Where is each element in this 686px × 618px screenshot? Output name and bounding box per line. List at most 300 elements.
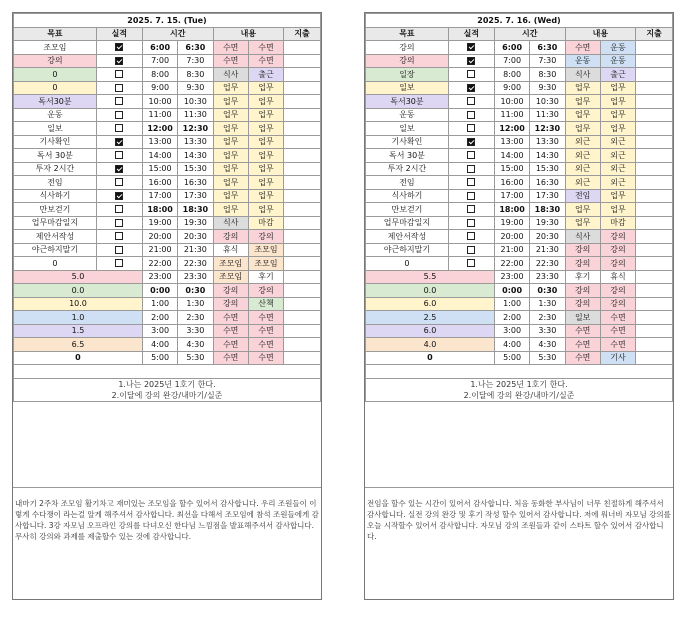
- goal-cell: 전임: [14, 176, 97, 190]
- content-cell: 수면: [213, 54, 248, 68]
- expense-cell: [284, 297, 321, 311]
- result-checkbox[interactable]: [467, 165, 475, 173]
- time-end-cell: 2:30: [178, 311, 213, 325]
- result-cell: [448, 68, 494, 82]
- schedule-row: [14, 338, 321, 352]
- schedule-row: [366, 324, 673, 338]
- time-start-cell: 11:00: [142, 108, 177, 122]
- content-cell: 강의: [248, 230, 283, 244]
- schedule-row: [366, 284, 673, 298]
- result-cell: [96, 122, 142, 136]
- content-cell: 업무: [248, 203, 283, 217]
- result-cell: [448, 41, 494, 55]
- goal-cell: 0: [14, 68, 97, 82]
- result-header: 실적: [96, 27, 142, 41]
- goal-cell: 독서 30분: [366, 149, 449, 163]
- schedule-row: [14, 95, 321, 109]
- goal-cell: 독서30분: [14, 95, 97, 109]
- content-cell: 강의: [213, 284, 248, 298]
- goal-cell: 식사하기: [14, 189, 97, 203]
- time-end-cell: 16:30: [530, 176, 565, 190]
- goal-cell: 투자 2시간: [14, 162, 97, 176]
- content-cell: 수면: [565, 324, 600, 338]
- time-start-cell: 10:00: [494, 95, 529, 109]
- schedule-row: [14, 122, 321, 136]
- time-start-cell: 2:00: [142, 311, 177, 325]
- expense-cell: [636, 270, 673, 284]
- schedule-row: [14, 216, 321, 230]
- goal-cell: 식사하기: [366, 189, 449, 203]
- result-checkbox[interactable]: [467, 259, 475, 267]
- score-cell: 5.5: [366, 270, 495, 284]
- result-checkbox[interactable]: [115, 124, 123, 132]
- time-start-cell: 2:00: [494, 311, 529, 325]
- score-cell: 6.0: [366, 297, 495, 311]
- score-cell: 5.0: [14, 270, 143, 284]
- time-end-cell: 7:30: [178, 54, 213, 68]
- score-cell: 0.0: [366, 284, 495, 298]
- notes-box: 내마기 2주차 조모임 활기차고 재미있는 조모임을 할수 있어서 감사합니다. 우리 조원들이 이렇게 수다쟁이 라는걸 알게 해주셔서 감사합니다. 최선을 다해서 조모임에 참석 조원들에게 감사합니다. 3강 자모님 오프라인 강의를 다녀오신 한다님 느낌점을 발표해주셔서 감사합니다. 무사히 강의와 과제를 제출할수 있는 것에 감사합니다.: [13, 487, 321, 599]
- schedule-row: [366, 257, 673, 271]
- schedule-row: [366, 81, 673, 95]
- schedule-row: [366, 216, 673, 230]
- result-checkbox[interactable]: [115, 205, 123, 213]
- schedule-row: [366, 203, 673, 217]
- result-cell: [96, 54, 142, 68]
- schedule-row: [366, 149, 673, 163]
- header-row: [14, 27, 321, 41]
- time-start-cell: 12:00: [494, 122, 529, 136]
- expense-cell: [284, 216, 321, 230]
- content-cell: 조모임: [248, 243, 283, 257]
- content-cell: 조모임: [213, 257, 248, 271]
- expense-cell: [636, 135, 673, 149]
- result-checkbox[interactable]: [115, 138, 123, 146]
- score-cell: 1.0: [14, 311, 143, 325]
- goal-cell: 독서30분: [366, 95, 449, 109]
- content-cell: 강의: [213, 230, 248, 244]
- date-header: 2025. 7. 16. (Wed): [366, 14, 673, 28]
- schedule-row: [366, 351, 673, 365]
- result-checkbox[interactable]: [115, 151, 123, 159]
- time-start-cell: 0:00: [494, 284, 529, 298]
- content-cell: 수면: [248, 41, 283, 55]
- result-checkbox[interactable]: [115, 192, 123, 200]
- time-end-cell: 3:30: [530, 324, 565, 338]
- schedule-row: [366, 108, 673, 122]
- content-cell: 수면: [213, 41, 248, 55]
- time-end-cell: 10:30: [530, 95, 565, 109]
- content-cell: 수면: [213, 338, 248, 352]
- time-end-cell: 16:30: [178, 176, 213, 190]
- result-cell: [448, 230, 494, 244]
- result-checkbox[interactable]: [115, 246, 123, 254]
- time-end-cell: 14:30: [178, 149, 213, 163]
- time-end-cell: 14:30: [530, 149, 565, 163]
- time-start-cell: 7:00: [494, 54, 529, 68]
- expense-header: 지출: [284, 27, 321, 41]
- affirmation-1: 1.나는 2025년 1호기 한다.: [118, 379, 216, 389]
- time-start-cell: 17:00: [494, 189, 529, 203]
- expense-cell: [284, 122, 321, 136]
- schedule-row: [14, 243, 321, 257]
- content-cell: 외근: [565, 162, 600, 176]
- goal-cell: 업무마감일지: [14, 216, 97, 230]
- content-cell: 수면: [248, 311, 283, 325]
- time-start-cell: 8:00: [142, 68, 177, 82]
- content-cell: 업무: [213, 122, 248, 136]
- time-end-cell: 4:30: [530, 338, 565, 352]
- goal-cell: 만보걷기: [366, 203, 449, 217]
- schedule-row: [14, 324, 321, 338]
- schedule-row: [366, 311, 673, 325]
- schedule-row: [14, 108, 321, 122]
- planner-table: [365, 13, 673, 402]
- time-end-cell: 17:30: [178, 189, 213, 203]
- content-cell: 업무: [213, 176, 248, 190]
- content-cell: 출근: [248, 68, 283, 82]
- result-cell: [96, 257, 142, 271]
- planner-table: [13, 13, 321, 402]
- content-cell: 마감: [600, 216, 635, 230]
- expense-cell: [284, 41, 321, 55]
- result-checkbox[interactable]: [467, 111, 475, 119]
- content-cell: 업무: [600, 95, 635, 109]
- time-start-cell: 3:00: [142, 324, 177, 338]
- content-cell: 조모임: [213, 270, 248, 284]
- result-cell: [96, 176, 142, 190]
- goal-cell: 독서 30분: [14, 149, 97, 163]
- content-cell: 전임: [565, 189, 600, 203]
- expense-cell: [284, 311, 321, 325]
- goal-cell: 일장: [366, 68, 449, 82]
- time-end-cell: 13:30: [178, 135, 213, 149]
- time-start-cell: 23:00: [494, 270, 529, 284]
- time-start-cell: 0:00: [142, 284, 177, 298]
- result-checkbox[interactable]: [115, 165, 123, 173]
- goal-cell: 강의: [14, 54, 97, 68]
- content-cell: 강의: [600, 284, 635, 298]
- time-end-cell: 1:30: [178, 297, 213, 311]
- score-cell: 4.0: [366, 338, 495, 352]
- result-checkbox[interactable]: [467, 97, 475, 105]
- time-start-cell: 14:00: [494, 149, 529, 163]
- content-cell: 식사: [213, 68, 248, 82]
- content-cell: 외근: [600, 162, 635, 176]
- schedule-row: [14, 351, 321, 365]
- result-checkbox[interactable]: [115, 70, 123, 78]
- time-end-cell: 8:30: [530, 68, 565, 82]
- blank-cell: [366, 365, 673, 379]
- schedule-row: [14, 189, 321, 203]
- goal-cell: 0: [14, 81, 97, 95]
- content-cell: 업무: [213, 162, 248, 176]
- expense-cell: [284, 81, 321, 95]
- result-checkbox[interactable]: [467, 205, 475, 213]
- result-checkbox[interactable]: [115, 57, 123, 65]
- content-cell: 휴식: [213, 243, 248, 257]
- time-end-cell: 21:30: [178, 243, 213, 257]
- expense-cell: [636, 297, 673, 311]
- content-cell: 업무: [248, 176, 283, 190]
- time-end-cell: 11:30: [178, 108, 213, 122]
- goal-header: 목표: [366, 27, 449, 41]
- time-start-cell: 9:00: [494, 81, 529, 95]
- goal-header: 목표: [14, 27, 97, 41]
- expense-cell: [284, 108, 321, 122]
- goal-cell: 강의: [366, 41, 449, 55]
- result-checkbox[interactable]: [115, 97, 123, 105]
- content-cell: 일보: [565, 311, 600, 325]
- result-checkbox[interactable]: [467, 84, 475, 92]
- score-cell: 10.0: [14, 297, 143, 311]
- content-cell: 산책: [248, 297, 283, 311]
- content-cell: 강의: [565, 284, 600, 298]
- schedule-row: [366, 95, 673, 109]
- time-end-cell: 18:30: [178, 203, 213, 217]
- content-cell: 외근: [565, 135, 600, 149]
- result-checkbox[interactable]: [115, 232, 123, 240]
- time-start-cell: 22:00: [494, 257, 529, 271]
- content-cell: 업무: [248, 95, 283, 109]
- result-checkbox[interactable]: [115, 178, 123, 186]
- result-cell: [448, 216, 494, 230]
- time-end-cell: 0:30: [178, 284, 213, 298]
- result-checkbox[interactable]: [467, 124, 475, 132]
- schedule-row: [366, 297, 673, 311]
- content-cell: 업무: [248, 122, 283, 136]
- content-cell: 업무: [213, 149, 248, 163]
- content-cell: 업무: [565, 216, 600, 230]
- result-checkbox[interactable]: [467, 192, 475, 200]
- goal-cell: 제안서작성: [366, 230, 449, 244]
- result-header: 실적: [448, 27, 494, 41]
- time-end-cell: 23:30: [178, 270, 213, 284]
- schedule-row: [366, 230, 673, 244]
- expense-cell: [636, 68, 673, 82]
- content-cell: 운동: [600, 41, 635, 55]
- expense-cell: [284, 270, 321, 284]
- time-start-cell: 17:00: [142, 189, 177, 203]
- result-cell: [448, 243, 494, 257]
- expense-cell: [284, 257, 321, 271]
- affirmation-row: [366, 378, 673, 401]
- score-cell: 0.0: [14, 284, 143, 298]
- expense-header: 지출: [636, 27, 673, 41]
- schedule-row: [14, 135, 321, 149]
- expense-cell: [284, 284, 321, 298]
- schedule-row: [366, 162, 673, 176]
- content-cell: 강의: [213, 297, 248, 311]
- content-cell: 휴식: [600, 270, 635, 284]
- time-start-cell: 19:00: [142, 216, 177, 230]
- time-start-cell: 21:00: [494, 243, 529, 257]
- time-start-cell: 22:00: [142, 257, 177, 271]
- result-checkbox[interactable]: [467, 246, 475, 254]
- expense-cell: [636, 324, 673, 338]
- schedule-row: [14, 297, 321, 311]
- content-cell: 외근: [600, 176, 635, 190]
- time-end-cell: 19:30: [178, 216, 213, 230]
- content-cell: 수면: [248, 324, 283, 338]
- time-end-cell: 22:30: [178, 257, 213, 271]
- planner-sheet-right: [364, 12, 674, 600]
- time-end-cell: 7:30: [530, 54, 565, 68]
- time-end-cell: 6:30: [530, 41, 565, 55]
- content-cell: 후기: [565, 270, 600, 284]
- time-end-cell: 2:30: [530, 311, 565, 325]
- time-start-cell: 1:00: [494, 297, 529, 311]
- content-cell: 수면: [565, 351, 600, 365]
- expense-cell: [636, 122, 673, 136]
- time-start-cell: 12:00: [142, 122, 177, 136]
- result-checkbox[interactable]: [467, 232, 475, 240]
- time-end-cell: 11:30: [530, 108, 565, 122]
- time-end-cell: 15:30: [178, 162, 213, 176]
- content-cell: 수면: [213, 311, 248, 325]
- result-checkbox[interactable]: [467, 178, 475, 186]
- result-cell: [448, 81, 494, 95]
- time-start-cell: 16:00: [142, 176, 177, 190]
- expense-cell: [636, 351, 673, 365]
- time-start-cell: 7:00: [142, 54, 177, 68]
- result-checkbox[interactable]: [467, 138, 475, 146]
- expense-cell: [284, 54, 321, 68]
- goal-cell: 0: [14, 257, 97, 271]
- result-checkbox[interactable]: [115, 84, 123, 92]
- affirmation-2: 2.이달에 강의 완강/내마기/실준: [463, 390, 575, 400]
- result-checkbox[interactable]: [115, 219, 123, 227]
- content-cell: 업무: [213, 95, 248, 109]
- time-end-cell: 12:30: [530, 122, 565, 136]
- expense-cell: [636, 81, 673, 95]
- content-cell: 업무: [565, 203, 600, 217]
- result-checkbox[interactable]: [467, 219, 475, 227]
- goal-cell: 강의: [366, 54, 449, 68]
- expense-cell: [636, 338, 673, 352]
- content-cell: 업무: [600, 122, 635, 136]
- result-cell: [96, 230, 142, 244]
- goal-cell: 기사확인: [366, 135, 449, 149]
- result-cell: [448, 176, 494, 190]
- time-end-cell: 22:30: [530, 257, 565, 271]
- content-cell: 업무: [248, 108, 283, 122]
- goal-cell: 야근하지말기: [14, 243, 97, 257]
- schedule-row: [14, 149, 321, 163]
- content-cell: 업무: [248, 81, 283, 95]
- result-cell: [96, 243, 142, 257]
- result-cell: [448, 108, 494, 122]
- time-end-cell: 3:30: [178, 324, 213, 338]
- time-start-cell: 9:00: [142, 81, 177, 95]
- time-end-cell: 9:30: [530, 81, 565, 95]
- schedule-row: [14, 270, 321, 284]
- result-cell: [96, 216, 142, 230]
- expense-cell: [284, 351, 321, 365]
- expense-cell: [636, 162, 673, 176]
- schedule-row: [14, 41, 321, 55]
- content-cell: 강의: [248, 284, 283, 298]
- blank-cell: [14, 365, 321, 379]
- content-cell: 업무: [565, 108, 600, 122]
- time-start-cell: 13:00: [142, 135, 177, 149]
- affirmation-cell: [14, 378, 321, 401]
- result-cell: [96, 149, 142, 163]
- schedule-row: [14, 257, 321, 271]
- result-checkbox[interactable]: [115, 259, 123, 267]
- schedule-row: [366, 41, 673, 55]
- time-start-cell: 5:00: [494, 351, 529, 365]
- result-cell: [448, 122, 494, 136]
- content-cell: 수면: [600, 311, 635, 325]
- expense-cell: [284, 230, 321, 244]
- content-cell: 수면: [600, 338, 635, 352]
- content-cell: 강의: [600, 243, 635, 257]
- schedule-row: [14, 284, 321, 298]
- time-end-cell: 13:30: [530, 135, 565, 149]
- goal-cell: 일보: [14, 122, 97, 136]
- result-checkbox[interactable]: [467, 151, 475, 159]
- result-cell: [448, 162, 494, 176]
- expense-cell: [284, 338, 321, 352]
- result-checkbox[interactable]: [467, 43, 475, 51]
- time-header: 시간: [142, 27, 213, 41]
- result-cell: [96, 203, 142, 217]
- result-checkbox[interactable]: [467, 70, 475, 78]
- goal-cell: 야근하지말기: [366, 243, 449, 257]
- result-checkbox[interactable]: [115, 111, 123, 119]
- time-end-cell: 23:30: [530, 270, 565, 284]
- time-end-cell: 9:30: [178, 81, 213, 95]
- goal-cell: 조모임: [14, 41, 97, 55]
- expense-cell: [284, 324, 321, 338]
- content-header: 내용: [565, 27, 636, 41]
- content-cell: 운동: [600, 54, 635, 68]
- result-checkbox[interactable]: [467, 57, 475, 65]
- content-cell: 수면: [248, 54, 283, 68]
- content-cell: 외근: [565, 176, 600, 190]
- schedule-row: [366, 122, 673, 136]
- time-end-cell: 12:30: [178, 122, 213, 136]
- schedule-row: [14, 162, 321, 176]
- score-cell: 6.5: [14, 338, 143, 352]
- content-cell: 강의: [565, 297, 600, 311]
- time-end-cell: 6:30: [178, 41, 213, 55]
- time-end-cell: 5:30: [178, 351, 213, 365]
- content-cell: 식사: [565, 230, 600, 244]
- result-cell: [96, 41, 142, 55]
- schedule-row: [14, 230, 321, 244]
- result-cell: [96, 68, 142, 82]
- content-cell: 외근: [600, 135, 635, 149]
- affirmation-1: 1.나는 2025년 1호기 한다.: [470, 379, 568, 389]
- content-cell: 외근: [600, 149, 635, 163]
- result-checkbox[interactable]: [115, 43, 123, 51]
- time-start-cell: 11:00: [494, 108, 529, 122]
- time-end-cell: 10:30: [178, 95, 213, 109]
- schedule-row: [14, 311, 321, 325]
- time-start-cell: 20:00: [142, 230, 177, 244]
- content-cell: 업무: [213, 108, 248, 122]
- content-cell: 업무: [213, 135, 248, 149]
- time-end-cell: 20:30: [530, 230, 565, 244]
- content-header: 내용: [213, 27, 284, 41]
- schedule-row: [14, 68, 321, 82]
- schedule-row: [366, 68, 673, 82]
- time-end-cell: 8:30: [178, 68, 213, 82]
- content-cell: 업무: [248, 149, 283, 163]
- content-cell: 업무: [600, 189, 635, 203]
